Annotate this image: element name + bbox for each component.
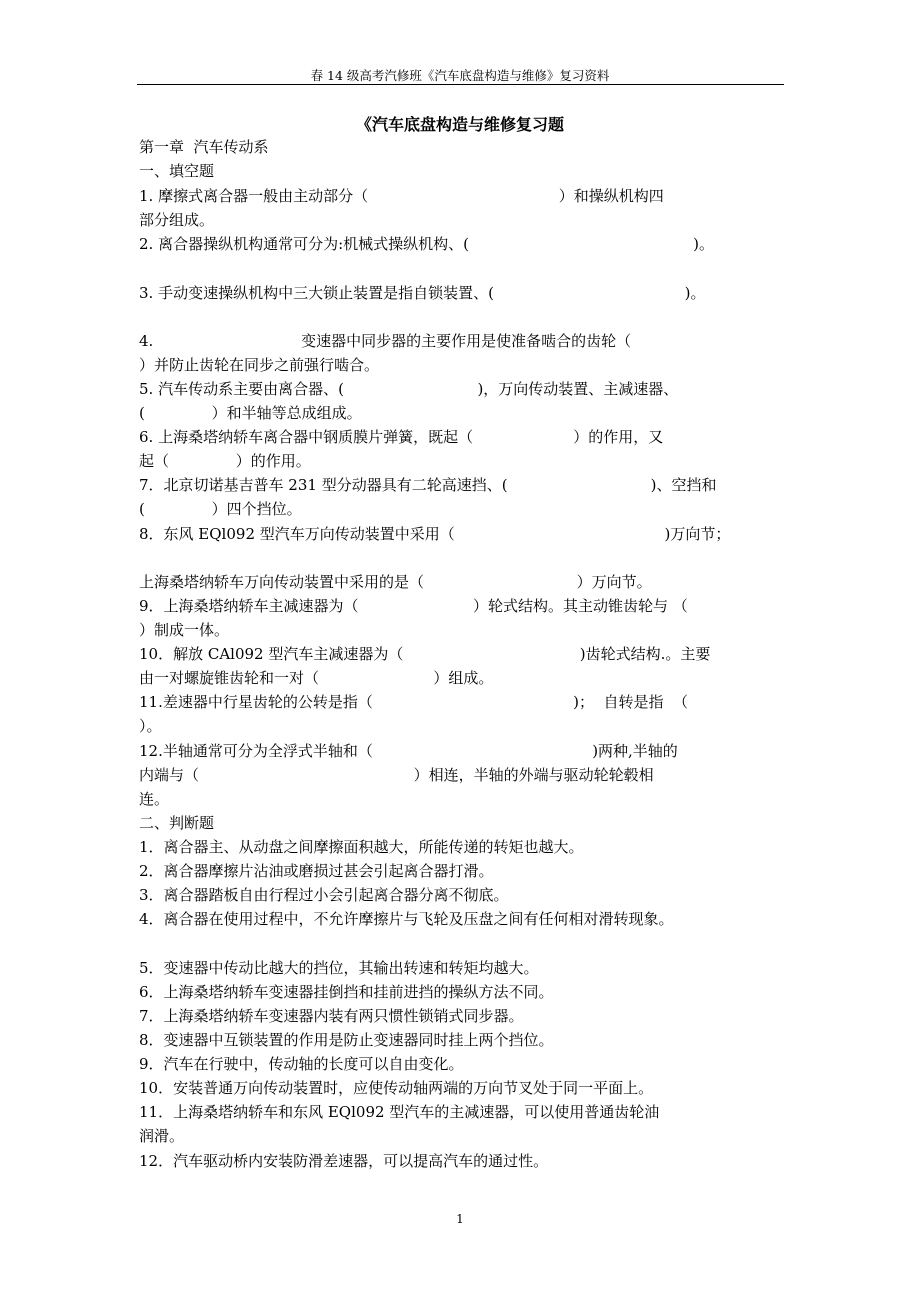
judge-question-10: 10．安装普通万向传动装置时，应使传动轴两端的万向节叉处于同一平面上。 bbox=[139, 1079, 654, 1097]
judge-question-7: 7．上海桑塔纳轿车变速器内装有两只惯性锁销式同步器。 bbox=[139, 1007, 524, 1025]
judge-question-12: 12．汽车驱动桥内安装防滑差速器，可以提高汽车的通过性。 bbox=[139, 1152, 549, 1170]
fill-question-6: 6. 上海桑塔纳轿车离合器中钢质膜片弹簧，既起（ ）的作用，又 bbox=[139, 428, 664, 446]
fill-question-2: 2. 离合器操纵机构通常可分为:机械式操纵机构、( )。 bbox=[139, 235, 714, 253]
judge-question-6: 6．上海桑塔纳轿车变速器挂倒挡和挂前进挡的操纵方法不同。 bbox=[139, 983, 554, 1001]
fill-question-7: 7．北京切诺基吉普车 231 型分动器具有二轮高速挡、( )、空挡和 bbox=[139, 476, 717, 494]
judge-question-11-cont: 润滑。 bbox=[139, 1127, 185, 1145]
chapter-heading: 第一章 汽车传动系 bbox=[139, 138, 269, 156]
document-title: 《汽车底盘构造与维修复习题 bbox=[355, 115, 564, 134]
fill-question-12-cont: 内端与（ ）相连，半轴的外端与驱动轮轮毂相 bbox=[139, 766, 654, 784]
fill-question-1-cont: 部分组成。 bbox=[139, 211, 215, 229]
fill-question-8-cont: 上海桑塔纳轿车万向传动装置中采用的是（ ）万向节。 bbox=[139, 573, 652, 591]
judge-question-5: 5．变速器中传动比越大的挡位，其输出转速和转矩均越大。 bbox=[139, 959, 539, 977]
page-header: 春 14 级高考汽修班《汽车底盘构造与维修》复习资料 bbox=[310, 68, 610, 83]
fill-question-6-cont: 起（ ）的作用。 bbox=[139, 452, 311, 470]
fill-question-4-cont: ）并防止齿轮在同步之前强行啮合。 bbox=[139, 356, 380, 374]
fill-question-9-cont: ）制成一体。 bbox=[139, 621, 230, 639]
fill-question-10: 10．解放 CAl092 型汽车主减速器为（ )齿轮式结构.。主要 bbox=[139, 645, 711, 663]
header-rule bbox=[137, 84, 784, 85]
judge-question-3: 3．离合器踏板自由行程过小会引起离合器分离不彻底。 bbox=[139, 886, 509, 904]
fill-question-11-cont: ）。 bbox=[139, 717, 162, 735]
judge-question-9: 9．汽车在行驶中，传动轴的长度可以自由变化。 bbox=[139, 1055, 464, 1073]
fill-question-7-cont: ( ）四个挡位。 bbox=[139, 500, 302, 518]
fill-question-12: 12.半轴通常可分为全浮式半轴和（ )两种,半轴的 bbox=[139, 742, 678, 760]
section-heading-fill: 一、填空题 bbox=[139, 162, 215, 180]
fill-question-9: 9．上海桑塔纳轿车主减速器为（ ）轮式结构。其主动锥齿轮与 （ bbox=[139, 597, 688, 615]
fill-question-12-end: 连。 bbox=[139, 790, 170, 808]
judge-question-8: 8．变速器中互锁装置的作用是防止变速器同时挂上两个挡位。 bbox=[139, 1031, 554, 1049]
fill-question-5: 5. 汽车传动系主要由离合器、( )，万向传动装置、主减速器、 bbox=[139, 380, 679, 398]
fill-question-3: 3. 手动变速操纵机构中三大锁止装置是指自锁装置、( )。 bbox=[139, 284, 706, 302]
section-heading-judge: 二、判断题 bbox=[139, 814, 215, 832]
fill-question-8: 8．东风 EQl092 型汽车万向传动装置中采用（ )万向节； bbox=[139, 525, 731, 543]
judge-question-11: 11．上海桑塔纳轿车和东风 EQl092 型汽车的主减速器，可以使用普通齿轮油 bbox=[139, 1103, 660, 1121]
fill-question-10-cont: 由一对螺旋锥齿轮和一对（ ）组成。 bbox=[139, 669, 494, 687]
fill-question-1: 1. 摩擦式离合器一般由主动部分（ ）和操纵机构四 bbox=[139, 187, 664, 205]
judge-question-1: 1．离合器主、从动盘之间摩擦面积越大，所能传递的转矩也越大。 bbox=[139, 838, 584, 856]
fill-question-4: 4. 变速器中同步器的主要作用是使准备啮合的齿轮（ bbox=[139, 332, 632, 350]
page-number: 1 bbox=[456, 1212, 464, 1226]
judge-question-2: 2．离合器摩擦片沾油或磨损过甚会引起离合器打滑。 bbox=[139, 862, 494, 880]
judge-question-4: 4．离合器在使用过程中，不允许摩擦片与飞轮及压盘之间有任何相对滑转现象。 bbox=[139, 910, 674, 928]
fill-question-5-cont: ( ）和半轴等总成组成。 bbox=[139, 404, 362, 422]
fill-question-11: 11.差速器中行星齿轮的公转是指（ )； 自转是指 （ bbox=[139, 693, 689, 711]
